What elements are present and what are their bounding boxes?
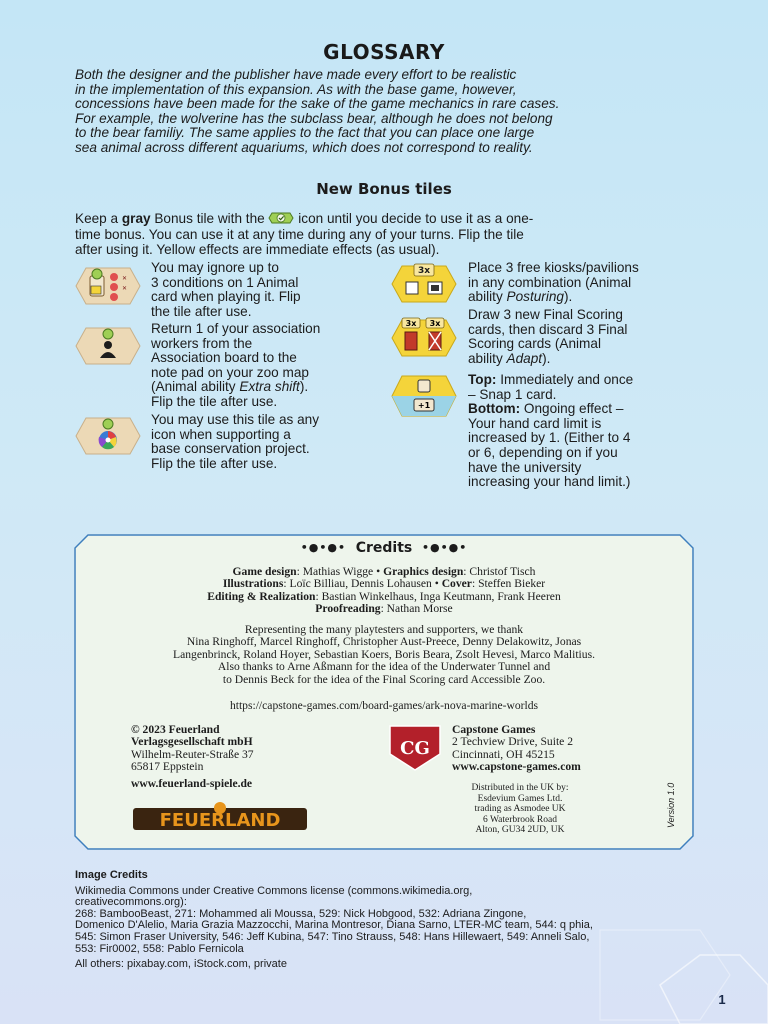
text-segment: card when playing it. Flip [151,289,301,305]
tile-text-line [468,308,698,323]
text-segment: increasing your hand limit.) [468,474,631,490]
text-segment: Wilhelm-Reuter-Straße 37 [131,747,254,761]
credit-roles [74,566,694,616]
product-url[interactable]: https://capstone-games.com/board-games/ark-nova-marine-worlds [229,699,539,712]
credits-title-text: Credits [355,540,413,556]
tile-text-line [151,337,381,352]
distribution-line [445,825,595,836]
tile-text-line [468,373,698,388]
bonus-intro-text: Bonus tile with the [150,211,269,226]
text-segment: Immediately and once [496,372,634,387]
tile-text-line [468,323,698,338]
capstone-logo-text: CG [400,738,430,759]
credit-names: : Bastian Winkelhaus, Inga Keutmann, Frank Heeren [315,589,561,603]
uk-distribution [445,783,595,836]
bonus-tile-icon [268,210,294,226]
text-segment: Flip the tile after use. [151,393,278,409]
image-credits-list [75,886,715,956]
text-segment: Posturing [506,289,564,305]
tile-text-line [151,457,381,472]
tile-text-line [151,305,381,320]
text-segment: Bottom: [468,401,521,417]
thanks-line [74,674,694,686]
tile-text-return-worker [151,322,381,410]
scoring-badge-text: 3x [429,319,441,328]
tile-text-line [151,290,381,305]
text-segment: icon when supporting a [151,426,291,442]
text-segment: You may ignore up to [151,260,279,275]
text-segment: workers from the [151,335,253,351]
svg-text:✕: ✕ [122,285,128,292]
distribution-line [445,804,595,815]
text-segment: Ongoing effect – [520,401,624,417]
svg-text:+1: +1 [417,401,431,410]
text-segment: Adapt [506,350,543,366]
text-segment: trading as Asmodee UK [474,804,566,815]
text-segment: Draw 3 new Final Scoring [468,307,623,322]
feuerland-address-line [131,761,361,773]
intro-line [75,141,695,156]
final-scoring-cards-tile-icon [390,316,458,363]
tile-text-kiosks [468,261,698,305]
feuerland-website[interactable]: www.feuerland-spiele.de [131,777,253,790]
distribution-line [445,794,595,805]
text-segment: Esdevium Games Ltd. [477,793,563,804]
text-segment: Alton, GU34 2UD, UK [475,825,565,836]
credit-role: Proofreading [315,602,381,616]
text-segment: 545: Simon Fraser University, 546: Jeff Kubina, 547: Tino Strauss, 548: Hans Hillewaert, 549: Anneli Salo, [75,930,590,943]
distribution-line [445,815,595,826]
text-segment: to Dennis Beck for the idea of the Final Scoring card Accessible Zoo. [222,672,546,686]
tile-text-line [151,276,381,291]
tile-text-line [468,276,698,291]
bonus-tiles-intro [75,210,695,258]
intro-line [75,83,695,98]
distribution-line [445,783,595,794]
text-segment: ). [299,379,309,395]
image-credits [75,870,715,971]
tile-text-line [151,442,381,457]
tile-text-line [151,366,381,381]
tile-text-final-scoring [468,308,698,366]
text-segment: Both the designer and the publisher have made every effort to be realistic [75,67,517,82]
credit-names: : Christof Tisch [463,565,536,578]
text-segment: 65817 Eppstein [131,760,204,774]
text-segment: Domenico D'Alelio, Maria Grazia Mazzocchi, Marina Montresor, Diana Sarno, LTER-MC team, 544: q phia, [75,919,593,932]
page-title: GLOSSARY [323,40,445,64]
tile-text-line [468,388,698,403]
text-segment: cards, then discard 3 Final [468,321,628,337]
animal-card-conditions-tile-icon [74,266,142,311]
text-segment: – Snap 1 card. [468,386,557,402]
intro-paragraph [75,68,695,156]
feuerland-logo [131,800,309,837]
text-segment: note pad on your zoo map [151,364,309,380]
tile-text-line [151,322,381,337]
text-segment: Scoring cards (Animal [468,336,601,352]
credit-role: Cover [441,577,472,591]
text-segment: ability [468,289,507,305]
bonus-intro-text: icon until you decide to use it as a one- [294,211,534,226]
text-segment: Also thanks to Arne Aßmann for the idea of the Underwater Tunnel and [217,660,551,674]
tile-text-line [468,261,698,276]
text-segment: the tile after use. [151,303,252,319]
credit-role: Game design [232,565,297,578]
text-segment: ). [563,289,573,305]
text-segment: (Animal ability [151,379,240,395]
text-segment: Representing the many playtesters and supporters, we thank [244,623,524,636]
credit-names: : Steffen Bieker [471,577,546,591]
decorative-dots-icon: •●•●• [422,541,468,554]
gray-keyword: gray [121,211,151,226]
text-segment: ability [468,350,507,366]
text-segment: Cincinnati, OH 45215 [452,747,555,761]
text-segment: concessions have been made for the sake of the game mechanics in rare cases. [75,96,560,112]
text-segment: sea animal across different aquariums, which does not correspond to reality. [75,139,533,155]
tile-text-line [468,337,698,352]
capstone-address [452,724,672,774]
text-segment: Extra shift [239,379,300,395]
text-segment: Association board to the [151,350,297,366]
feuerland-name-line: Verlagsgesellschaft mbH [131,735,253,749]
tile-text-any-icon [151,413,381,471]
capstone-name: Capstone Games [452,723,536,736]
text-segment: creativecommons.org): [75,896,187,909]
tile-text-line [151,395,381,410]
bonus-intro-line-3: after using it. Yellow effects are immediate effects (as usual). [75,242,440,257]
kiosk-badge-text: 3x [417,266,431,276]
text-segment: in any combination (Animal [468,274,632,290]
text-segment: 6 Waterbrook Road [483,814,557,825]
tile-text-line [468,461,698,476]
tile-text-line [468,417,698,432]
kiosks-pavilions-tile-icon [390,262,458,309]
any-icon-wheel-tile-icon [74,416,142,461]
capstone-logo [388,724,442,777]
credit-role: Graphics design [383,565,464,578]
text-segment: You may use this tile as any [151,412,320,427]
intro-line [75,97,695,112]
decorative-dots-icon: •●•●• [300,541,346,554]
text-segment: to the bear familiy. The same applies to the fact that you can place one large [75,125,535,141]
bonus-intro-line-2: time bonus. You can use it at any time during any of your turns. Flip the tile [75,226,524,242]
bonus-intro-text: Keep a [75,211,122,226]
text-segment: For example, the wolverine has the subclass bear, although he does not belong [75,110,553,126]
intro-line [75,68,695,83]
text-segment: base conservation project. [151,441,310,457]
capstone-website[interactable]: www.capstone-games.com [452,760,581,774]
svg-text:✕: ✕ [122,275,128,282]
image-credits-heading: Image Credits [75,869,148,881]
image-credits-others: All others: pixabay.com, iStock.com, private [75,958,287,971]
tile-text-line [468,290,698,305]
text-segment: Nina Ringhoff, Marcel Ringhoff, Christopher Aust-Preece, Denny Delakowitz, Jonas [186,635,582,649]
version-label: Version 1.0 [666,782,676,828]
intro-line [75,126,695,141]
text-segment: 3 conditions on 1 Animal [151,274,299,290]
text-segment: Langenbrinck, Roland Hoyer, Sebastian Koers, Boris Beara, Zsolt Hevesi, Marco Malitius. [173,647,595,661]
text-segment: 2 Techview Drive, Suite 2 [452,735,574,749]
credit-names: : Mathias Wigge • [296,565,384,578]
scoring-badge-text: 3x [405,319,417,328]
tile-text-line [151,351,381,366]
bonus-tiles-heading: New Bonus tiles [316,180,452,198]
text-segment: Your hand card limit is [468,415,602,431]
credits-title [0,540,768,556]
credit-role: Illustrations [222,577,284,591]
tile-text-line [468,352,698,367]
text-segment: Top: [468,372,497,387]
page-number: 1 [718,992,726,1007]
thanks-paragraph [74,624,694,686]
text-segment: in the implementation of this expansion. As with the base game, however, [75,81,517,97]
image-credit-line [75,944,715,956]
text-segment: 268: BambooBeast, 271: Mohammed ali Moussa, 529: Nick Hobgood, 532: Adriana Zingone, [75,907,527,920]
tile-text-ignore-conditions [151,261,381,319]
text-segment: Wikimedia Commons under Creative Commons license (commons.wikimedia.org, [75,884,473,897]
association-worker-tile-icon [74,326,142,371]
tile-text-line [151,428,381,443]
text-segment: have the university [468,459,582,475]
intro-line [75,112,695,127]
text-segment: or 6, depending on if you [468,444,618,460]
snap-hand-limit-tile-icon [390,374,458,423]
feuerland-logo-text: FEUERLAND [159,810,281,831]
tile-text-line [151,380,381,395]
tile-text-line [151,261,381,276]
feuerland-name-line: © 2023 Feuerland [131,723,220,736]
tile-text-line [468,402,698,417]
tile-text-snap-hand-limit [468,373,698,490]
credit-line [74,603,694,615]
text-segment: Distributed in the UK by: [471,783,569,793]
tile-text-line [468,475,698,490]
tile-text-line [468,431,698,446]
text-segment: ). [542,350,551,366]
feuerland-address [131,724,361,774]
text-segment: Flip the tile after use. [151,455,278,471]
bonus-intro-line-1 [75,210,695,227]
text-segment: Place 3 free kiosks/pavilions [468,260,639,275]
tile-text-line [468,446,698,461]
credit-names: : Loïc Billiau, Dennis Lohausen • [283,577,442,591]
text-segment: increased by 1. (Either to 4 [468,430,631,446]
tile-text-line [151,413,381,428]
credit-role: Editing & Realization [207,589,316,603]
text-segment: Return 1 of your association [151,321,321,336]
text-segment: 553: Fir0002, 558: Pablo Fernicola [75,942,244,955]
credit-names: : Nathan Morse [380,602,453,616]
